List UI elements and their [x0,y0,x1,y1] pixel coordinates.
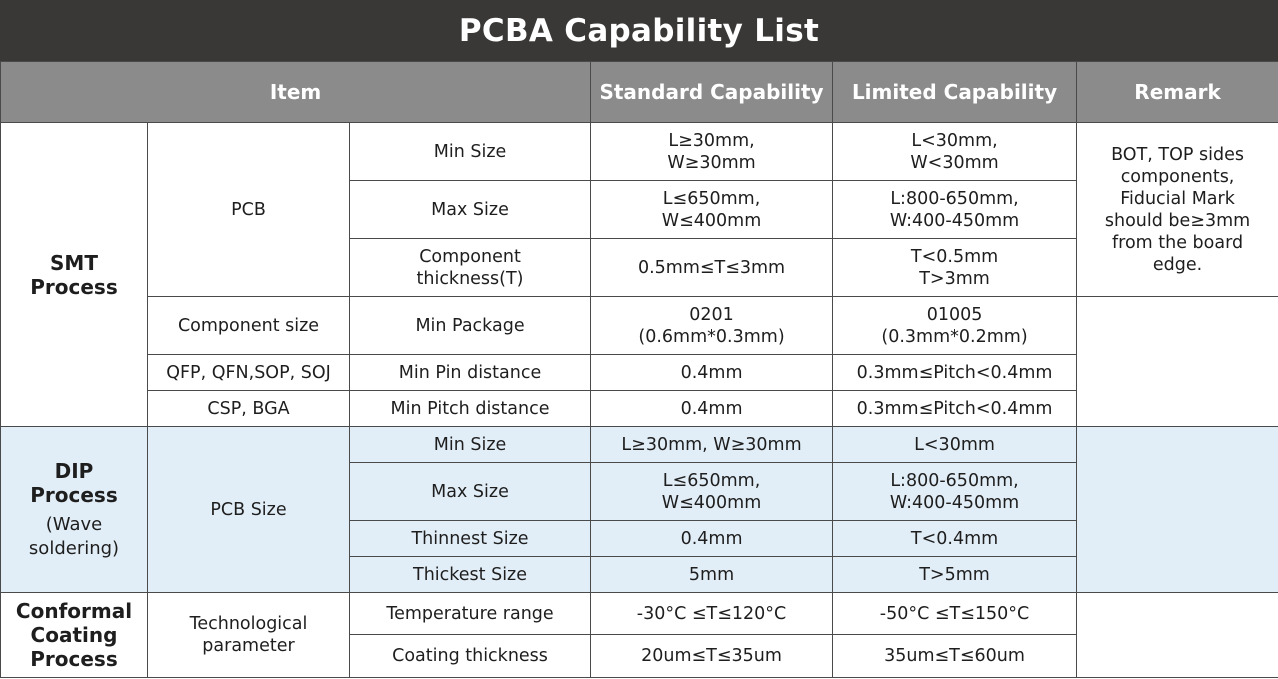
item-cell: CSP, BGA [148,391,350,427]
header-standard: Standard Capability [591,62,833,123]
param-cell: Thickest Size [350,557,591,593]
limited-cell: 01005 (0.3mm*0.2mm) [833,297,1077,355]
standard-cell: 0201 (0.6mm*0.3mm) [591,297,833,355]
smt-pcb-cell: PCB [148,123,350,297]
table-row [1,427,1278,463]
header-limited: Limited Capability [833,62,1077,123]
param-cell: Min Package [350,297,591,355]
standard-cell: -30°C ≤T≤120°C [591,593,833,635]
standard-cell: 0.5mm≤T≤3mm [591,239,833,297]
dip-process-sub: (Wave soldering) [28,513,120,559]
param-cell: Min Size [350,427,591,463]
standard-cell: L≤650mm, W≤400mm [591,463,833,521]
dip-item-cell: PCB Size [148,427,350,593]
limited-cell: L:800-650mm, W:400-450mm [833,181,1077,239]
dip-process-label: DIP Process [30,458,118,507]
limited-cell: T>5mm [833,557,1077,593]
standard-cell: L≤650mm, W≤400mm [591,181,833,239]
limited-cell: T<0.4mm [833,521,1077,557]
limited-cell: 35um≤T≤60um [833,635,1077,678]
coating-item-cell: Technological parameter [148,593,350,678]
standard-cell: 0.4mm [591,521,833,557]
param-cell: Thinnest Size [350,521,591,557]
remark-empty-cell [1077,297,1278,427]
param-cell: Min Pitch distance [350,391,591,427]
coating-remark-cell [1077,593,1278,678]
item-cell: Component size [148,297,350,355]
dip-remark-cell [1077,427,1278,593]
param-cell: Coating thickness [350,635,591,678]
page-title: PCBA Capability List [0,0,1278,61]
smt-process-cell: SMT Process [1,123,148,427]
item-cell: QFP, QFN,SOP, SOJ [148,355,350,391]
dip-process-cell [1,427,148,593]
coating-process-cell: Conformal Coating Process [1,593,148,678]
header-row [1,62,1278,123]
param-cell: Temperature range [350,593,591,635]
table-row [1,593,1278,635]
table-row [1,123,1278,181]
standard-cell: 0.4mm [591,355,833,391]
limited-cell: L<30mm [833,427,1077,463]
standard-cell: 5mm [591,557,833,593]
standard-cell: L≥30mm, W≥30mm [591,427,833,463]
limited-cell: 0.3mm≤Pitch<0.4mm [833,355,1077,391]
param-cell: Max Size [350,181,591,239]
standard-cell: 20um≤T≤35um [591,635,833,678]
header-item: Item [1,62,591,123]
standard-cell: L≥30mm, W≥30mm [591,123,833,181]
limited-cell: L:800-650mm, W:400-450mm [833,463,1077,521]
param-cell: Component thickness(T) [350,239,591,297]
param-cell: Min Size [350,123,591,181]
header-remark: Remark [1077,62,1278,123]
smt-remark-cell: BOT, TOP sides components, Fiducial Mark should be≥3mm from the board edge. [1077,123,1278,297]
table-row [1,297,1278,355]
param-cell: Max Size [350,463,591,521]
standard-cell: 0.4mm [591,391,833,427]
limited-cell: -50°C ≤T≤150°C [833,593,1077,635]
param-cell: Min Pin distance [350,355,591,391]
limited-cell: T<0.5mm T>3mm [833,239,1077,297]
capability-table [0,61,1278,678]
limited-cell: 0.3mm≤Pitch<0.4mm [833,391,1077,427]
limited-cell: L<30mm, W<30mm [833,123,1077,181]
